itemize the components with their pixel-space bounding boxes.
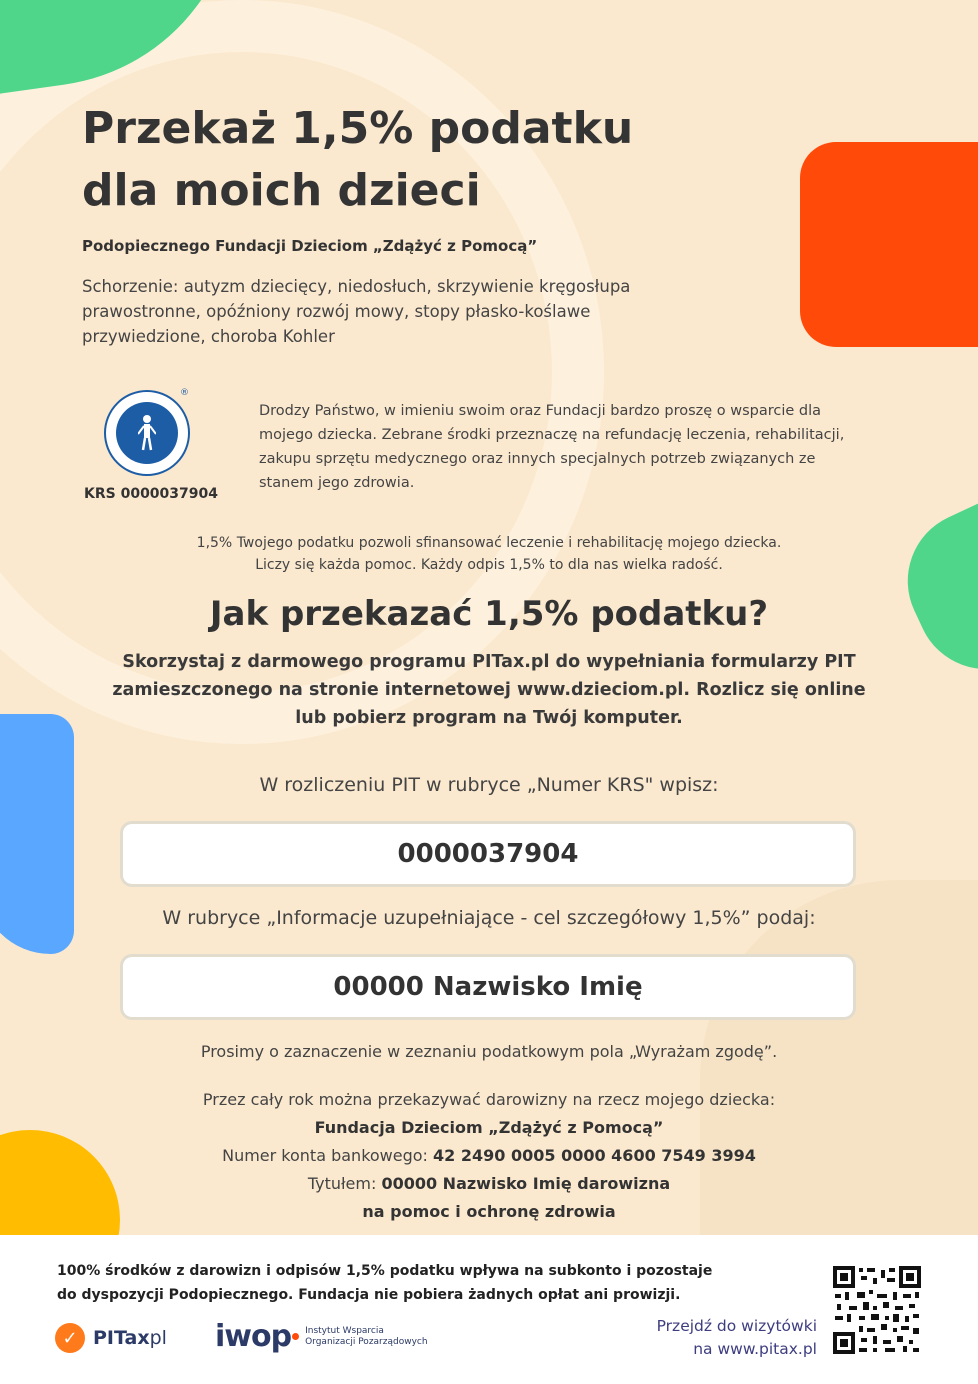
support-note	[0, 532, 978, 576]
consent-note: Prosimy o zaznaczenie w zeznaniu podatkowym pola „Wyrażam zgodę”.	[200, 1042, 778, 1061]
donation-foundation: Fundacja Dzieciom „Zdążyć z Pomocą”	[314, 1118, 664, 1137]
pitax-check-icon: ✓	[55, 1323, 85, 1353]
appeal-text: Drodzy Państwo, w imieniu swoim oraz Fundacji bardzo proszę o wsparcie dla mojego dziecka. Zebrane środki przeznaczę na refundację leczenia, rehabilitacji, zakupu sprzętu medycznego oraz innych specjalnych potrzeb związanych ze stanem jego zdrowia.	[259, 403, 845, 491]
howto-line-1: Skorzystaj z darmowego programu PITax.pl do wypełniania formularzy PIT	[122, 652, 856, 672]
iwop-dot-icon	[292, 1333, 299, 1340]
logo-inner-circle	[116, 402, 178, 464]
transfer-title-label: Tytułem:	[307, 1174, 382, 1193]
registered-mark: ®	[180, 388, 189, 398]
howto-title: Jak przekazać 1,5% podatku?	[209, 594, 769, 634]
support-note-line-1: 1,5% Twojego podatku pozwoli sfinansować leczenie i rehabilitację mojego dziecka.	[196, 535, 782, 551]
visit-link[interactable]	[600, 1315, 817, 1361]
howto-line-3: lub pobierz program na Twój komputer.	[295, 708, 683, 728]
footer-line-1: 100% środków z darowizn i odpisów 1,5% podatku wpływa na subkonto i pozostaje	[57, 1263, 713, 1279]
krs-instruction: W rozliczeniu PIT w rubryce „Numer KRS" wpisz:	[259, 774, 719, 796]
visit-line-2: na www.pitax.pl	[693, 1340, 817, 1358]
title-line-1: Przekaż 1,5% podatku	[82, 103, 634, 154]
howto-text	[0, 648, 978, 732]
iwop-sub-line-1: Instytut Wsparcia	[305, 1325, 384, 1336]
info-value-field: 00000 Nazwisko Imię	[120, 954, 856, 1020]
footer	[0, 1235, 978, 1384]
pitax-name: PITax	[93, 1327, 150, 1349]
iwop-sub-line-2: Organizacji Pozarządowych	[305, 1336, 428, 1347]
page-title	[82, 98, 722, 222]
pitax-wordmark	[93, 1327, 167, 1349]
donation-intro: Przez cały rok można przekazywać darowizny na rzecz mojego dziecka:	[202, 1090, 776, 1109]
footer-line-2: do dyspozycji Podopiecznego. Fundacja nie pobiera żadnych opłat ani prowizji.	[57, 1287, 681, 1303]
iwop-logo[interactable]	[215, 1319, 445, 1354]
transfer-title-value-2: na pomoc i ochronę zdrowia	[362, 1202, 616, 1221]
transfer-title-value: 00000 Nazwisko Imię darowizna	[381, 1174, 671, 1193]
illness-description: Schorzenie: autyzm dziecięcy, niedosłuch, skrzywienie kręgosłupa prawostronne, opóźniony rozwój mowy, stopy płasko-koślawe przywiedzione, choroba Kohler	[82, 277, 631, 346]
iwop-wordmark: iwop	[215, 1319, 292, 1354]
krs-label: KRS 0000037904	[84, 486, 218, 502]
account-number: 42 2490 0005 0000 4600 7549 3994	[433, 1146, 756, 1165]
info-instruction: W rubryce „Informacje uzupełniające - cel szczegółowy 1,5%” podaj:	[162, 907, 816, 929]
support-note-line-2: Liczy się każda pomoc. Każdy odpis 1,5% to dla nas wielka radość.	[255, 557, 723, 573]
title-line-2: dla moich dzieci	[82, 165, 481, 216]
howto-line-2: zamieszczonego na stronie internetowej www.dzieciom.pl. Rozlicz się online	[112, 680, 866, 700]
visit-line-1: Przejdź do wizytówki	[656, 1317, 817, 1335]
pitax-logo[interactable]	[55, 1321, 167, 1355]
orange-blob	[800, 142, 978, 347]
child-figure-icon	[138, 414, 156, 452]
footer-text	[57, 1259, 737, 1307]
qr-code-icon[interactable]	[833, 1266, 921, 1354]
account-label: Numer konta bankowego:	[222, 1146, 434, 1165]
fundacja-logo-icon	[104, 390, 190, 476]
subtitle: Podopiecznego Fundacji Dzieciom „Zdążyć z Pomocą”	[82, 237, 538, 255]
iwop-subtitle	[305, 1326, 445, 1348]
krs-number-field: 0000037904	[120, 821, 856, 887]
donation-info	[0, 1086, 978, 1226]
pitax-suffix: pl	[149, 1327, 167, 1349]
